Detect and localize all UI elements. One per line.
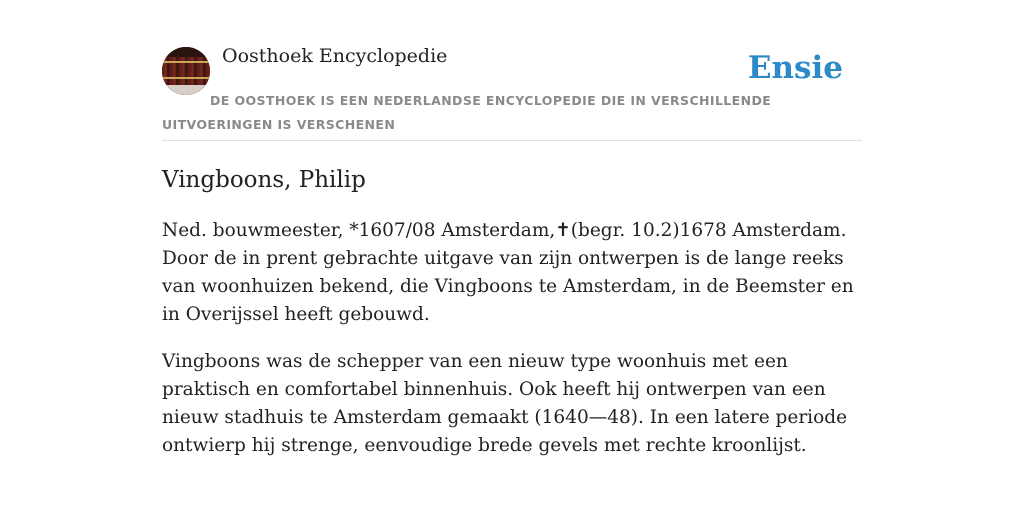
article-paragraph: Vingboons was de schepper van een nieuw type woonhuis met een praktisch en comfortabel binnenhuis. Ook heeft hij ontwerpen van een nieuw stadhuis te Amsterdam gemaakt (1640—48). In een latere periode ontwierp hij strenge, eenvoudige brede gevels met rechte kroonlijst. xyxy=(162,351,848,456)
header xyxy=(162,0,862,141)
source-tagline: DE OOSTHOEK IS EEN NEDERLANDSE ENCYCLOPEDIE DIE IN VERSCHILLENDE UITVOERINGEN IS VERSCHENEN xyxy=(162,93,772,132)
source-name-link[interactable]: Oosthoek Encyclopedie xyxy=(222,45,448,67)
ensie-logo-link[interactable]: Ensie xyxy=(747,50,843,86)
article-title: Vingboons, Philip xyxy=(162,167,366,193)
encyclopedia-books-avatar[interactable] xyxy=(162,47,210,95)
article-paragraph: Ned. bouwmeester, *1607/08 Amsterdam,✝(begr. 10.2)1678 Amsterdam. Door de in prent gebrachte uitgave van zijn ontwerpen is de lange reeks van woonhuizen bekend, die Vingboons te Amsterdam, in de Beemster en in Overijssel heeft gebouwd. xyxy=(162,220,854,325)
page xyxy=(162,0,862,460)
